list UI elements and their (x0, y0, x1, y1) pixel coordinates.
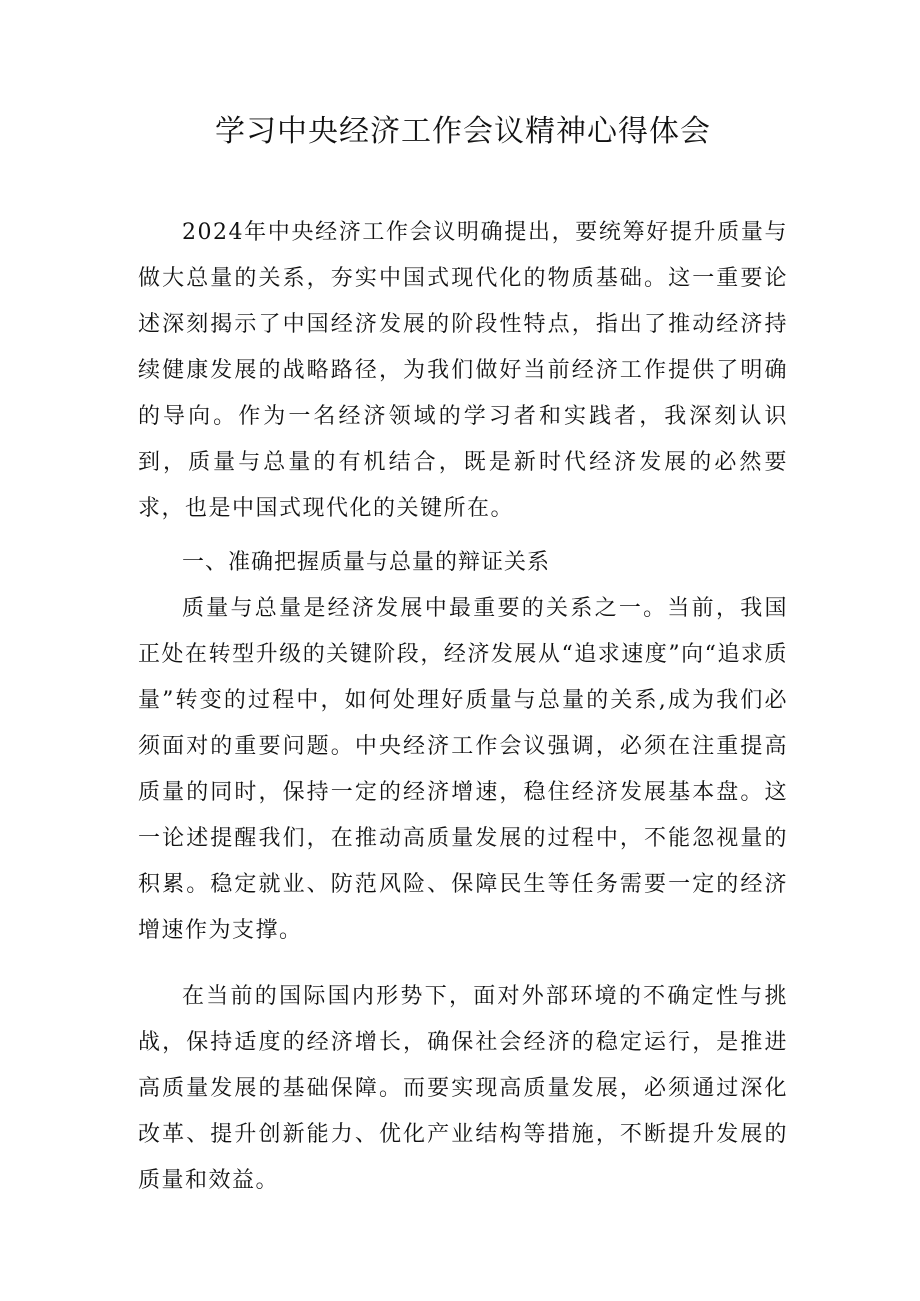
section-heading-1: 一、准确把握质量与总量的辩证关系 (182, 550, 551, 575)
document-page (138, 110, 788, 1204)
section1-paragraph-1: 质量与总量是经济发展中最重要的关系之一。当前，我国正处在转型升级的关键阶段，经济发展从“追求速度”向“追求质量”转变的过程中，如何处理好质量与总量的关系,成为我们必须面对的重要问题。中央经济工作会议强调，必须在注重提高质量的同时，保持一定的经济增速，稳住经济发展基本盘。这一论述提醒我们，在推动高质量发展的过程中，不能忽视量的积累。稳定就业、防范风险、保障民生等任务需要一定的经济增速作为支撑。 (138, 596, 788, 943)
document-title: 学习中央经济工作会议精神心得体会 (215, 114, 711, 149)
intro-paragraph: 2024年中央经济工作会议明确提出，要统筹好提升质量与做大总量的关系，夯实中国式现代化的物质基础。这一重要论述深刻揭示了中国经济发展的阶段性特点，指出了推动经济持续健康发展的战略路径，为我们做好当前经济工作提供了明确的导向。作为一名经济领域的学习者和实践者，我深刻认识到，质量与总量的有机结合，既是新时代经济发展的必然要求，也是中国式现代化的关键所在。 (138, 220, 788, 521)
section1-paragraph-2: 在当前的国际国内形势下，面对外部环境的不确定性与挑战，保持适度的经济增长，确保社会经济的稳定运行，是推进高质量发展的基础保障。而要实现高质量发展，必须通过深化改革、提升创新能力、优化产业结构等措施，不断提升发展的质量和效益。 (138, 984, 788, 1193)
